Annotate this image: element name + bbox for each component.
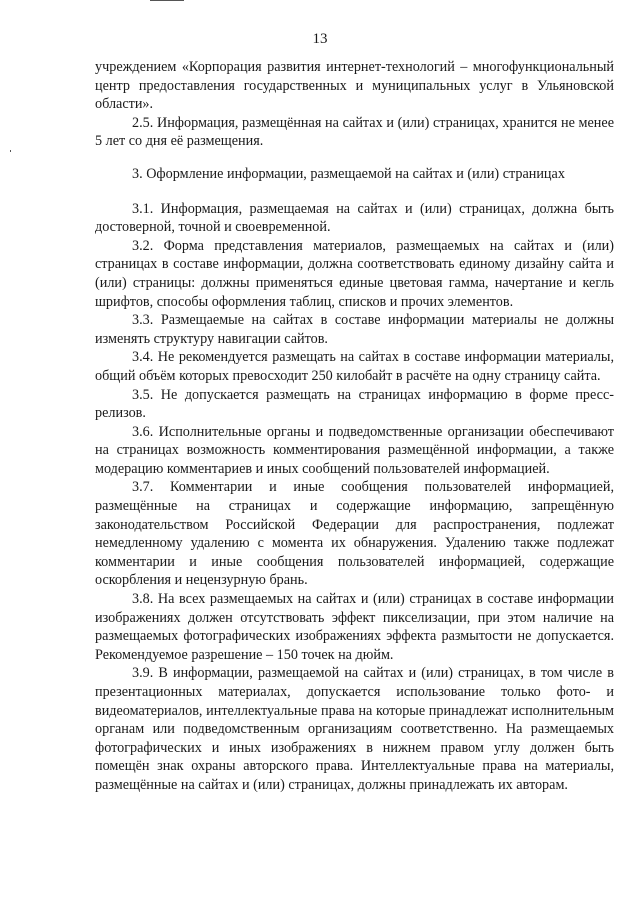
scan-artifact (150, 0, 184, 1)
item-3-7: 3.7. Комментарии и иные сообщения пользователей информацией, размещённые на страницах и содержащие информацию, запрещённую законодательством Российской Федерации для распространения, подлежат немедленному удалению с момента их обнаружения. Удалению также подлежат комментарии и иные сообщения пользователей информацией, содержащие оскорбления и нецензурную брань. (95, 479, 614, 589)
document-body (95, 58, 614, 795)
paragraph-continued: учреждением «Корпорация развития интернет-технологий – многофункциональный центр предоставления государственных и муниципальных услуг в Ульяновской области». (95, 59, 614, 113)
item-3-2: 3.2. Форма представления материалов, размещаемых на сайтах и (или) страницах в составе информации, должна соответствовать единому дизайну сайта и (или) страницы: должны применяться единые цветовая гамма, начертание и кегль шрифтов, способы оформления таблиц, списков и прочих элементов. (95, 237, 614, 310)
section-heading: 3. Оформление информации, размещаемой на сайтах и (или) страницах (132, 165, 565, 182)
item-3-4: 3.4. Не рекомендуется размещать на сайтах в составе информации материалы, общий объём которых превосходит 250 килобайт в расчёте на одну страницу сайта. (95, 349, 614, 384)
scan-artifact (10, 150, 11, 152)
page-number: 13 (312, 31, 328, 47)
item-3-9: 3.9. В информации, размещаемой на сайтах и (или) страницах, в том числе в презентационных материалах, допускается использование только фото- и видеоматериалов, интеллектуальные права на которые принадлежат исполнительным органам или подведомственным организациям соответственно. На размещаемых фотографических и иных изображениях в нижнем правом углу должен быть помещён знак охраны авторского права. Интеллектуальные права на материалы, размещённые на сайтах и (или) страницах, должны принадлежать их авторам. (95, 665, 614, 793)
item-3-8: 3.8. На всех размещаемых на сайтах и (или) страницах в составе информации изображениях должен отсутствовать эффект пикселизации, при этом наличие на размещаемых фотографических изображениях эффекта размытости не допускается. Рекомендуемое разрешение – 150 точек на дюйм. (95, 591, 614, 663)
item-3-3: 3.3. Размещаемые на сайтах в составе информации материалы не должны изменять структуру навигации сайтов. (95, 312, 614, 347)
item-3-6: 3.6. Исполнительные органы и подведомственные организации обеспечивают на страницах возможность комментирования размещённой информации, а также модерацию комментариев и иных сообщений пользователей информацией. (95, 423, 614, 477)
paragraph-2-5: 2.5. Информация, размещённая на сайтах и (или) страницах, хранится не менее 5 лет со дня её размещения. (95, 114, 614, 150)
item-3-1: 3.1. Информация, размещаемая на сайтах и (или) страницах, должна быть достоверной, точной и своевременной. (95, 200, 614, 236)
item-3-5: 3.5. Не допускается размещать на страницах информацию в форме пресс-релизов. (95, 386, 614, 422)
